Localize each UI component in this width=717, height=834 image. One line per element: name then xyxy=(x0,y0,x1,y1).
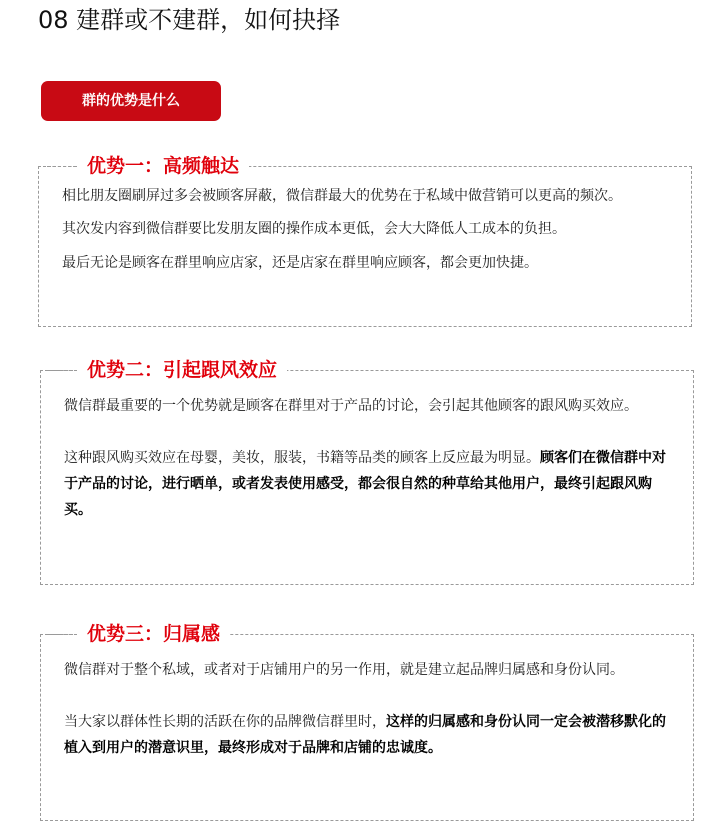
advantage-card-1 xyxy=(38,155,692,327)
advantage-card-1-paragraph-3: 最后无论是顾客在群里响应店家，还是店家在群里响应顾客，都会更加快捷。 xyxy=(62,255,538,271)
page-title: 08 建群或不建群，如何抉择 xyxy=(38,6,341,34)
advantage-card-2-paragraph-1: 微信群最重要的一个优势就是顾客在群里对于产品的讨论，会引起其他顾客的跟风购买效应。 xyxy=(64,398,638,414)
section-badge: 群的优势是什么 xyxy=(41,81,221,121)
advantage-card-1-paragraph-1: 相比朋友圈刷屏过多会被顾客屏蔽，微信群最大的优势在于私域中做营销可以更高的频次。 xyxy=(62,188,622,204)
advantage-card-1-title: 优势一：高频触达 xyxy=(77,154,249,178)
advantage-card-2-title: 优势二：引起跟风效应 xyxy=(77,358,287,382)
advantage-card-2 xyxy=(40,359,694,585)
advantage-card-1-paragraph-2: 其次发内容到微信群要比发朋友圈的操作成本更低，会大大降低人工成本的负担。 xyxy=(62,221,566,237)
advantage-card-3 xyxy=(40,623,694,821)
advantage-card-3-paragraph-2 xyxy=(64,709,671,761)
advantage-card-2-paragraph-2 xyxy=(64,445,671,523)
advantage-card-2-paragraph-2-emphasis: 顾客们在微信群中对于产品的讨论，进行晒单，或者发表使用感受，都会很自然的种草给其他用户，最终引起跟风购买。 xyxy=(64,450,666,518)
advantage-card-3-paragraph-2-emphasis: 这样的归属感和身份认同一定会被潜移默化的植入到用户的潜意识里，最终形成对于品牌和店铺的忠诚度。 xyxy=(64,714,666,756)
advantage-card-3-body xyxy=(64,657,671,761)
advantage-card-1-body xyxy=(62,188,669,272)
advantage-card-3-paragraph-1: 微信群对于整个私域，或者对于店铺用户的另一作用，就是建立起品牌归属感和身份认同。 xyxy=(64,662,624,678)
advantage-card-2-paragraph-2-text: 这种跟风购买效应在母婴，美妆，服装，书籍等品类的顾客上反应最为明显。 xyxy=(64,450,540,466)
advantage-card-2-body xyxy=(64,393,671,523)
advantage-card-3-title: 优势三：归属感 xyxy=(77,622,230,646)
advantage-card-3-paragraph-2-text: 当大家以群体性长期的活跃在你的品牌微信群里时， xyxy=(64,714,386,730)
